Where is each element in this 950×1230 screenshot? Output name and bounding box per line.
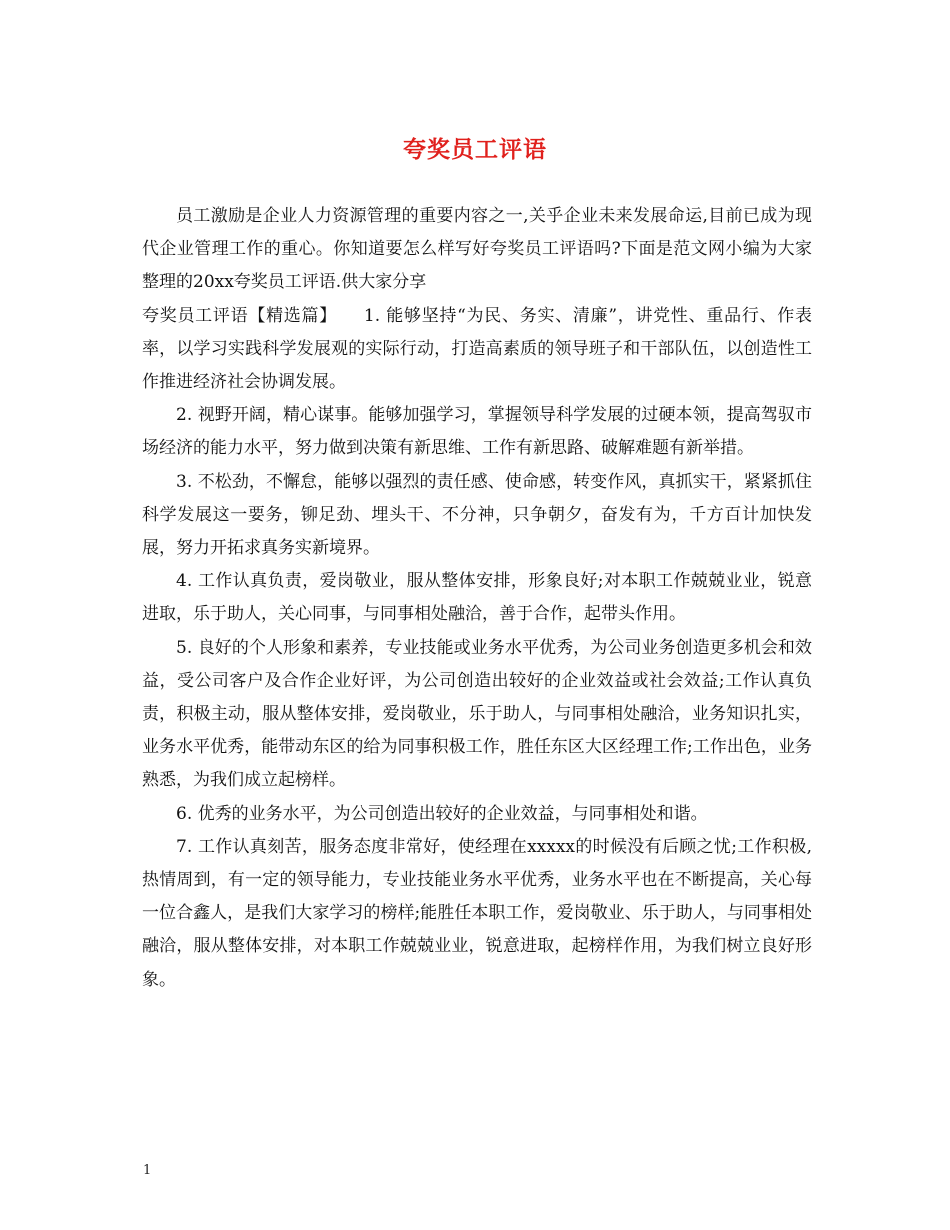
page-number: 1 (143, 1163, 152, 1178)
comment-item-6: 6. 优秀的业务水平，为公司创造出较好的企业效益，与同事相处和谐。 (176, 803, 708, 824)
intro-paragraph: 员工激励是企业人力资源管理的重要内容之一,关乎企业未来发展命运,目前已成为现代企业管理工作的重心。你知道要怎么样写好夸奖员工评语吗?下面是范文网小编为大家整理的20xx夸奖员工评语.供大家分享 (142, 206, 812, 293)
section-heading-paragraph: 夸奖员工评语【精选篇】 1. 能够坚持“为民、务实、清廉”，讲党性、重品行、作表率，以学习实践科学发展观的实际行动，打造高素质的领导班子和干部队伍，以创造性工作推进经济社会协调发展。 (142, 305, 812, 393)
document-title: 夸奖员工评语 (403, 136, 547, 163)
comment-item-2: 2. 视野开阔，精心谋事。能够加强学习，掌握领导科学发展的过硬本领，提高驾驭市场经济的能力水平，努力做到决策有新思维、工作有新思路、破解难题有新举措。 (142, 405, 812, 459)
comment-item-5: 5. 良好的个人形象和素养，专业技能或业务水平优秀，为公司业务创造更多机会和效益，受公司客户及合作企业好评，为公司创造出较好的企业效益或社会效益;工作认真负责，积极主动，服从整体安排，爱岗敬业，乐于助人，与同事相处融洽，业务知识扎实，业务水平优秀，能带动东区的给为同事积极工作，胜任东区大区经理工作;工作出色，业务熟悉，为我们成立起榜样。 (142, 637, 812, 791)
document-body (142, 200, 812, 997)
comment-item-4: 4. 工作认真负责，爱岗敬业，服从整体安排，形象良好;对本职工作兢兢业业，锐意进取，乐于助人，关心同事，与同事相处融洽，善于合作，起带头作用。 (142, 571, 812, 625)
comment-item-3: 3. 不松劲，不懈怠，能够以强烈的责任感、使命感，转变作风，真抓实干，紧紧抓住科学发展这一要务，铆足劲、埋头干、不分神，只争朝夕，奋发有为，千方百计加快发展，努力开拓求真务实新境界。 (142, 471, 812, 559)
comment-item-7: 7. 工作认真刻苦，服务态度非常好，使经理在xxxxx的时候没有后顾之忧;工作积极,热情周到，有一定的领导能力，专业技能业务水平优秀，业务水平也在不断提高，关心每一位合鑫人，是我们大家学习的榜样;能胜任本职工作，爱岗敬业、乐于助人，与同事相处融洽，服从整体安排，对本职工作兢兢业业，锐意进取，起榜样作用，为我们树立良好形象。 (142, 836, 812, 990)
